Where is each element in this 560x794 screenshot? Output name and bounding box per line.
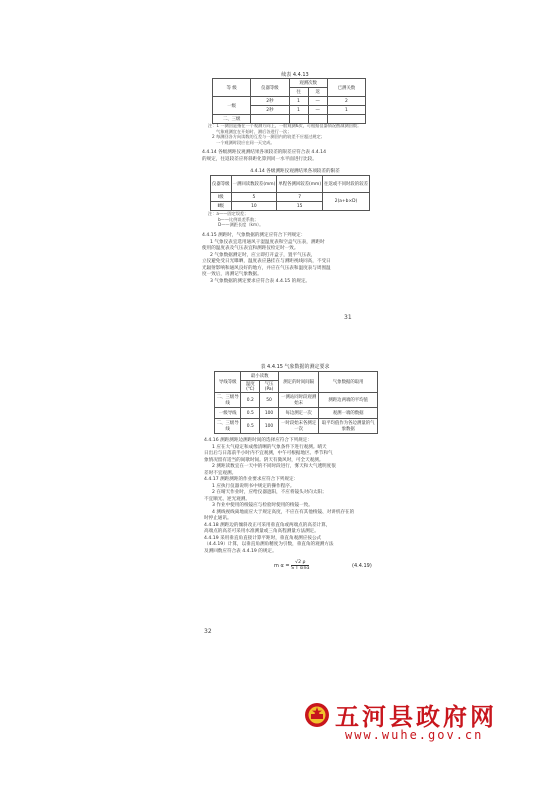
paragraph-line: 4.4.19 采用垂直角直接计算平距时，垂直角观测应按公式 [204, 535, 322, 541]
table-cell: 二、三级 [213, 115, 251, 124]
table-cell: 2秒 [251, 97, 289, 106]
table-cell: 每边测定一次 [278, 408, 318, 419]
paragraph-line: 日出后与日落前半小时内不宜观测，中午可根据地区、季节和气 [204, 451, 333, 456]
table-cell: 一级导线 [215, 408, 241, 419]
table-cell: — [308, 106, 327, 115]
paragraph-line: 光辐射影响和通风良好的地方，并应在气压表和温度表与周围温 [202, 265, 331, 271]
table-header: 观测次数 [289, 79, 327, 88]
table-header: 等 级 [213, 79, 251, 97]
table-cell: 15 [277, 202, 323, 211]
table-cell: 观测一端的数据 [319, 408, 378, 419]
table-cell: 0.5 [241, 408, 260, 419]
table-header: 仪器等级 [211, 176, 232, 193]
paragraph-line: 3 作业中使用的棱镜应与检验时使用的棱镜一致。 [212, 503, 313, 508]
paragraph-line: 4.4.15 测距时，气象数据的测定应符合下列规定： [202, 233, 306, 238]
paragraph-line: 高端点的高差可采用水准测量或三角高程测量方法测定。 [204, 529, 319, 534]
table-cell: 1 [327, 106, 365, 115]
table-cell: 一测站同时段观测始末 [278, 393, 318, 408]
table-row [213, 97, 366, 106]
table-cell: 二、三级导线 [215, 419, 241, 434]
table-caption: 表 4.4.15 气象数据的测定要求 [260, 364, 330, 370]
paragraph-line: 不宜顺光、逆光观测。 [204, 496, 250, 502]
table-cell: Ⅱ级 [211, 202, 232, 211]
table-cell: 100 [260, 408, 279, 419]
paragraph-line: 1 应在大气稳定和成像清晰的气象条件下进行观测。晴天 [212, 444, 327, 450]
table-cell: Ⅰ级 [211, 193, 232, 202]
paragraph-line: 4.4.18 测距边的倾斜改正可采用垂直角或两端点的高差计算， [204, 522, 331, 528]
table-cell: 50 [260, 393, 279, 408]
table-row [211, 193, 370, 202]
site-url[interactable]: www.wuhe.gov.cn [345, 728, 484, 742]
table-caption: 续表 4.4.13 [281, 72, 309, 78]
table-header: 单程各测回较差(mm) [277, 176, 323, 193]
formula-lhs: m α = [274, 563, 290, 569]
rangefinder-tolerance-table [210, 175, 370, 211]
scanned-document [202, 60, 388, 765]
table-cell: 1 [289, 106, 308, 115]
paragraph-line: 4.4.14 各级测距仪观测结果各项较差的限差应符合表 4.4.14 [202, 150, 327, 155]
table-cell: 一级 [213, 97, 251, 115]
table-cell: 1 [289, 97, 308, 106]
clause-paragraph [204, 438, 354, 555]
table-header: 测定的时间间隔 [278, 372, 318, 393]
table-row [215, 419, 378, 434]
table-cell: 5 [231, 193, 277, 202]
meteorological-requirements-table [214, 371, 378, 434]
site-name: 五河县政府网 [335, 702, 497, 731]
table-cell: 二、三级导线 [215, 393, 241, 408]
paragraph-line: 差时不宜观测。 [204, 470, 237, 476]
table-header: 往返或不同时段的较差 [323, 176, 370, 193]
paragraph-line: 度一致后，再测记气象数据。 [202, 272, 262, 277]
table-cell: 2(a+b×D) [323, 193, 370, 211]
formula-denominator: S T sinα [291, 566, 310, 571]
table-cell: 7 [277, 193, 323, 202]
paragraph-line: 1 应执行仪器说明书中规定的操作程序。 [212, 483, 295, 489]
table-header: 最小读数 [241, 372, 279, 381]
table-header: 气象数据的取用 [319, 372, 378, 393]
paragraph-line: 4.4.16 测距测距边测距时间的选择应符合下列规定： [204, 438, 312, 443]
paragraph-line: （4.4.19）计算，以垂直角测角精度为引数，垂直角的观测方法 [204, 542, 334, 547]
table-cell: 取平均值作为各边测量的气象数据 [319, 419, 378, 434]
note-line: 注：a——固定误差； [208, 211, 249, 216]
paragraph-line: 1 气象仪表宜选用通风干湿温度表和空盒气压表，测距时 [210, 239, 325, 245]
note-line: D——测距长度（km）。 [218, 222, 264, 227]
observation-table [212, 78, 366, 124]
table-header: 导线等级 [215, 372, 241, 393]
table-header: 往 [289, 88, 308, 97]
table-cell: 一时段始末各测定一次 [278, 419, 318, 434]
table-cell: 0.2 [241, 393, 260, 408]
table-header: 温度(℃) [241, 381, 260, 393]
paragraph-line: 4 测线视线离地面应大于规定高度，不应在有其他棱镜、对讲机存在的 [212, 509, 355, 515]
formula-label: (4.4.19) [352, 563, 372, 569]
table-cell: 测距边两端的平均值 [319, 393, 378, 408]
table-caption: 4.4.14 各级测距仪观测结果各项较差的限差 [250, 169, 340, 174]
note-line: 气象观测宜在开始时、测后各进行一次； [216, 128, 292, 134]
note-line: 注：1 一测回是指在一个观测方向上，一般观测6次，可根据仪器情况酌减测回数； [208, 123, 362, 128]
document-page-top [202, 60, 388, 322]
paragraph-line: 2 气象数据测定时，应立即打开盒子，置平气压表， [210, 252, 316, 258]
note-line: b——比例误差系数； [218, 216, 259, 222]
table-cell: 0.5 [241, 419, 260, 434]
table-cell: 10 [231, 202, 277, 211]
clause-paragraph [202, 150, 326, 163]
table-row [215, 393, 378, 408]
paragraph-line: 象情况留有适当的间歇时间。阴天有微风时，可全天观测。 [204, 457, 324, 463]
table-row [215, 408, 378, 419]
formula-4-4-19 [274, 560, 309, 571]
document-page-bottom [202, 355, 388, 665]
table-notes [208, 123, 361, 145]
note-line: 一个观测时段应在同一天完成。 [216, 139, 275, 145]
table-header: 返 [308, 88, 327, 97]
table-cell: 2 [327, 97, 365, 106]
table-cell: 100 [260, 419, 279, 434]
note-line: 2 每测回各方向读数的互差与一测回内的较差不应超过规定； [212, 134, 325, 139]
paragraph-line: 时停止通讯。 [204, 516, 232, 521]
formula-numerator: √2 ρ [291, 560, 309, 566]
table-notes [208, 211, 263, 228]
table-header: 气压(Pa) [260, 381, 279, 393]
page-number: 31 [344, 314, 352, 321]
paragraph-line: 4.4.17 测距测距的作业要求应符合下列规定： [204, 477, 299, 482]
table-header: 一测回读数较差(mm) [231, 176, 277, 193]
paragraph-line: 2 在晴天作业时，应给仪器遮阳，不应将镜头对向太阳； [212, 490, 327, 495]
table-header: 已测关数 [327, 79, 365, 97]
national-emblem-icon [304, 702, 330, 728]
table-cell: 2秒 [251, 106, 289, 115]
paragraph-line: 2 测距读数宜在一天中的不同时段进行，雾天和大气透明度很 [212, 464, 336, 469]
paragraph-line: 使用的温度表及气压表宜和测距仪检定时一致。 [202, 246, 299, 251]
page-number: 32 [204, 628, 212, 635]
table-cell: — [308, 97, 327, 106]
formula-fraction [291, 560, 309, 571]
paragraph-line: 3 气象数据的测定要求应符合表 4.4.15 的规定。 [210, 278, 311, 284]
paragraph-line: 的规定，往返较差应将斜距化算到同一水平面进行比较。 [202, 156, 317, 162]
clause-paragraph [202, 233, 331, 285]
table-header: 仪器等级 [251, 79, 289, 97]
paragraph-line: 及测回数应符合表 4.4.19 的规定。 [204, 548, 277, 554]
paragraph-line: 立仪避免受日光曝晒，温度表应悬挂在与测距视线同高，不受日 [202, 259, 331, 264]
